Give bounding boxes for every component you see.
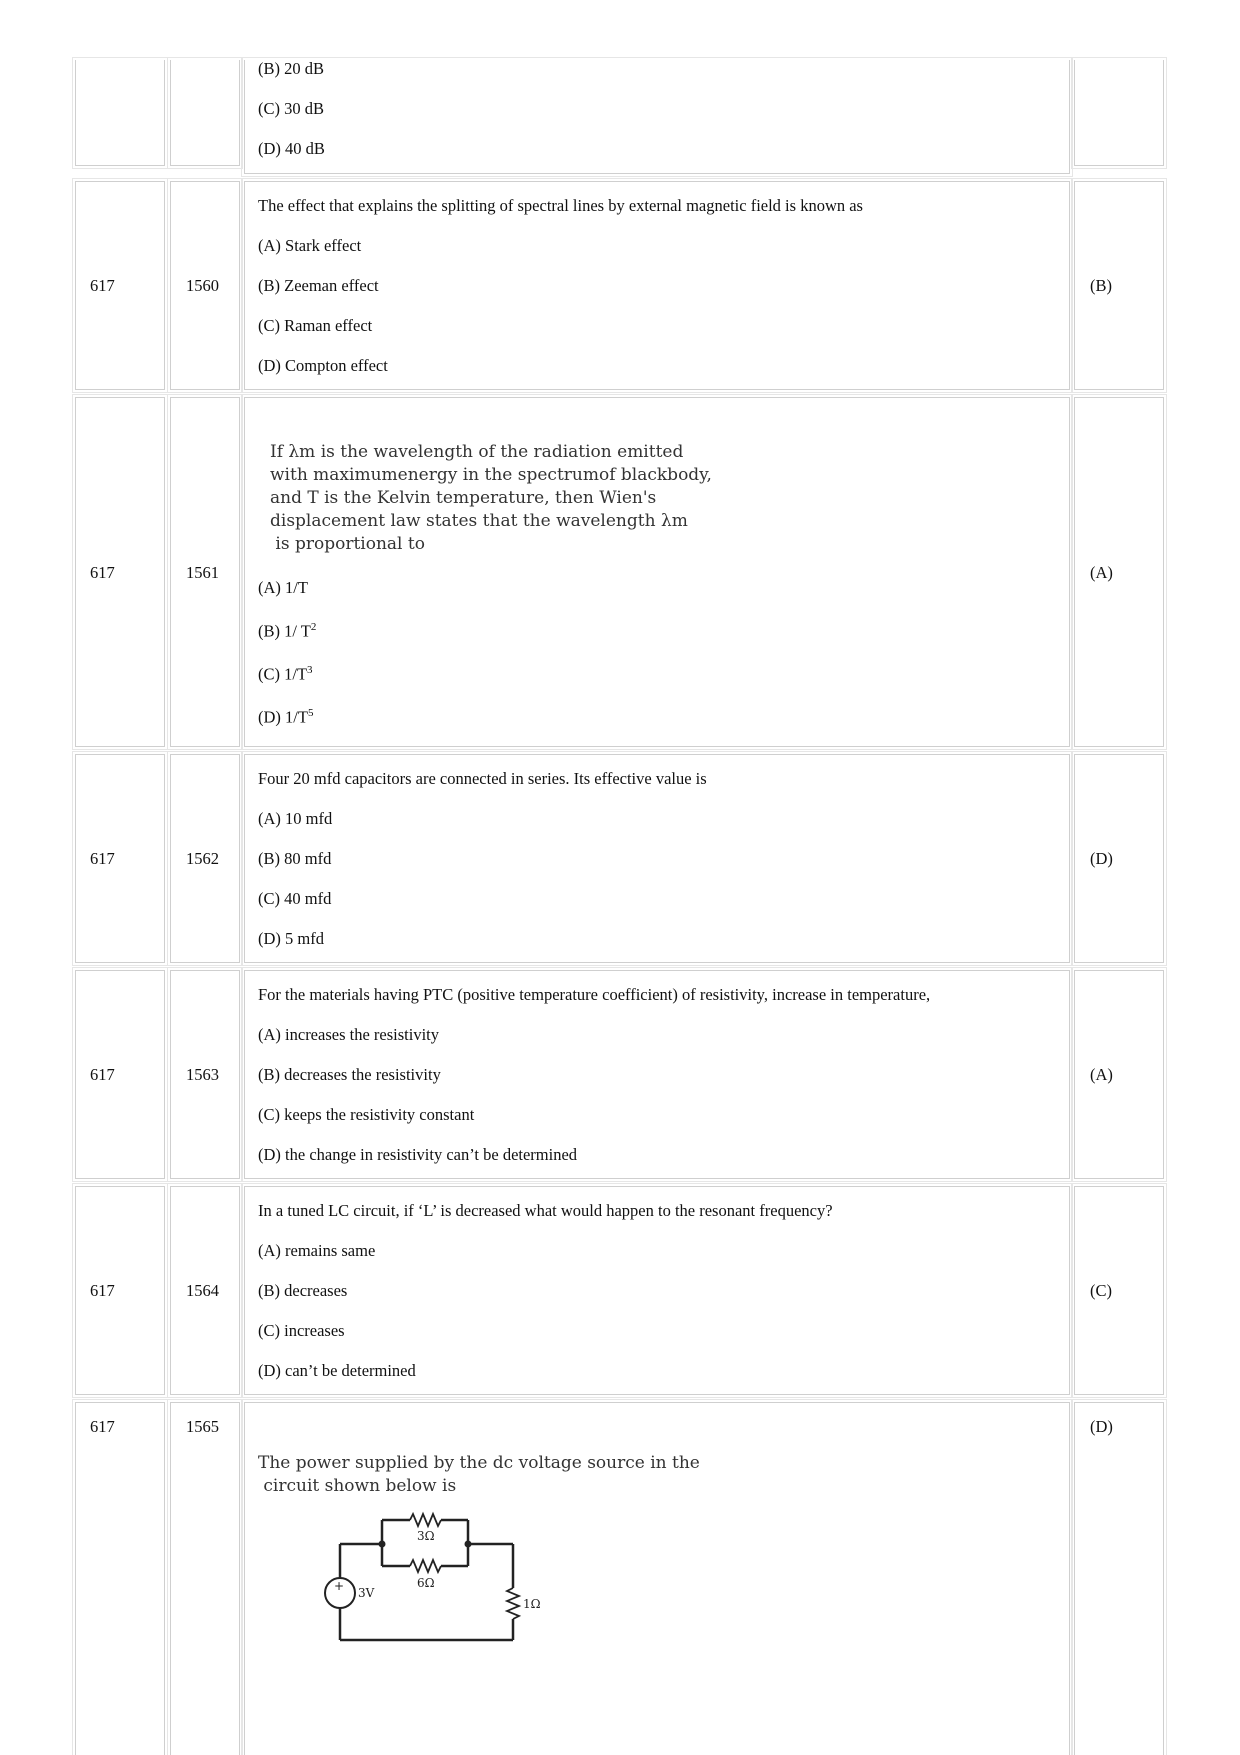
question-number: 1560 — [186, 276, 219, 295]
option: (C) increases — [258, 1321, 345, 1340]
answer-cell — [1074, 397, 1164, 747]
resistor-label-mid: 6Ω — [417, 1576, 435, 1590]
option: (C) 40 mfd — [258, 889, 332, 908]
answer-cell — [1074, 181, 1164, 390]
image-text-line: and T is the Kelvin temperature, then Wien's — [270, 488, 657, 508]
sno-cell — [75, 181, 165, 390]
sno-cell — [75, 970, 165, 1179]
option: (B) 20 dB — [258, 59, 324, 78]
sno-cell — [75, 60, 165, 166]
option: (C) keeps the resistivity constant — [258, 1105, 475, 1124]
option: (A) Stark effect — [258, 236, 362, 255]
answer-cell — [1074, 1186, 1164, 1395]
superscript: 3 — [307, 664, 313, 676]
plus-sign: + — [334, 1579, 345, 1593]
serial-number: 617 — [90, 276, 115, 295]
question-number: 1561 — [186, 563, 219, 582]
sno-cell — [75, 1186, 165, 1395]
image-text-line: with maximumenergy in the spectrumof blackbody, — [270, 465, 712, 485]
answer-cell — [1074, 1402, 1164, 1755]
image-text-line: is proportional to — [270, 534, 425, 554]
option: (A) increases the resistivity — [258, 1025, 439, 1044]
option: (D) the change in resistivity can’t be determined — [258, 1145, 578, 1164]
option: (D) 40 dB — [258, 139, 325, 158]
superscript: 2 — [310, 621, 317, 633]
sno-cell — [75, 1402, 165, 1755]
serial-number: 617 — [90, 1417, 115, 1436]
serial-number: 617 — [90, 1281, 115, 1300]
option: (D) 5 mfd — [258, 929, 324, 948]
question-number: 1562 — [186, 849, 219, 868]
option: (A) 1/T — [258, 578, 308, 597]
option: (D) $1/T^5$ — [258, 707, 314, 727]
image-text-line: circuit shown below is — [258, 1476, 457, 1496]
image-text-line: The power supplied by the dc voltage source in the — [258, 1453, 700, 1473]
question-text: The effect that explains the splitting of spectral lines by external magnetic field is known as — [258, 196, 863, 215]
option: (D) Compton effect — [258, 356, 388, 375]
option: (B) 80 mfd — [258, 849, 332, 868]
question-text: In a tuned LC circuit, if ‘L’ is decreased what would happen to the resonant frequency? — [258, 1201, 833, 1220]
qno-cell — [170, 1402, 240, 1755]
serial-number: 617 — [90, 849, 115, 868]
option: (B) decreases — [258, 1281, 348, 1300]
question-image — [258, 1452, 718, 1652]
question-cell — [244, 60, 1070, 174]
option: (C) Raman effect — [258, 316, 373, 335]
serial-number: 617 — [90, 1065, 115, 1084]
superscript: 5 — [307, 707, 314, 719]
option: (B) decreases the resistivity — [258, 1065, 441, 1084]
question-number: 1565 — [186, 1417, 219, 1436]
option: (B) 1/ $T^2$ — [258, 621, 317, 641]
question-text: For the materials having PTC (positive temperature coefficient) of resistivity, increase in temperature, — [258, 985, 931, 1004]
option: (B) Zeeman effect — [258, 276, 379, 295]
option: (A) remains same — [258, 1241, 376, 1260]
answer: (D) — [1090, 849, 1113, 868]
question-number: 1563 — [186, 1065, 219, 1084]
answer: (D) — [1090, 1417, 1113, 1436]
answer: (A) — [1090, 1065, 1113, 1084]
answer: (B) — [1090, 276, 1112, 295]
option: (D) can’t be determined — [258, 1361, 416, 1380]
source-label: 3V — [358, 1586, 375, 1600]
answer: (C) — [1090, 1281, 1112, 1300]
answer-cell — [1074, 60, 1164, 166]
answer-cell — [1074, 754, 1164, 963]
answer-cell — [1074, 970, 1164, 1179]
question-image — [265, 441, 725, 563]
answer: (A) — [1090, 563, 1113, 582]
image-text-line: displacement law states that the wavelength λm — [270, 511, 688, 531]
option: (A) 10 mfd — [258, 809, 333, 828]
circuit-diagram — [318, 1500, 558, 1650]
option: (C) $1/T^3$ — [258, 664, 313, 684]
option: (C) 30 dB — [258, 99, 324, 118]
question-number: 1564 — [186, 1281, 219, 1300]
question-text: Four 20 mfd capacitors are connected in series. Its effective value is — [258, 769, 707, 788]
image-text-line: If λm is the wavelength of the radiation emitted — [270, 442, 684, 462]
serial-number: 617 — [90, 563, 115, 582]
sno-cell — [75, 754, 165, 963]
qno-cell — [170, 60, 240, 166]
resistor-label-right: 1Ω — [523, 1597, 541, 1611]
resistor-label-top: 3Ω — [417, 1529, 435, 1543]
sno-cell — [75, 397, 165, 747]
